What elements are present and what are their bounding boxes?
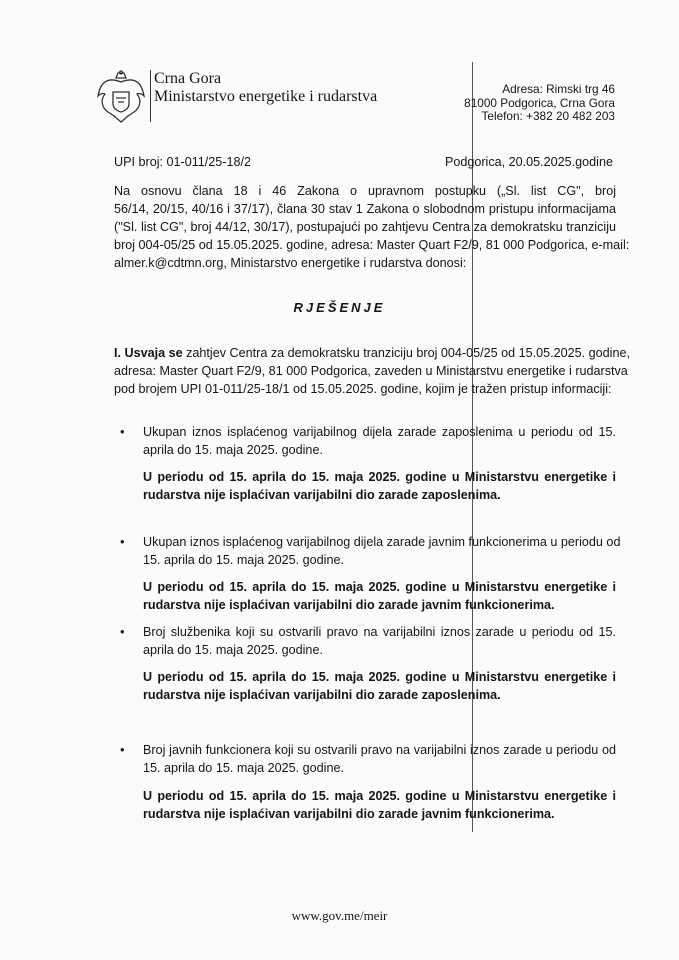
text-line: Ukupan iznos isplaćenog varijabilnog dijela zarade zaposlenima u periodu od 15.: [143, 425, 616, 439]
text-line: aprila do 15. maja 2025. godine.: [143, 443, 323, 457]
text-line: pod brojem UPI 01-011/25-18/1 od 15.05.2025. godine, kojim je tražen pristup informaciji:: [114, 382, 612, 396]
bullet-icon: •: [120, 424, 125, 439]
answer-item: [143, 787, 616, 823]
document-title: RJEŠENJE: [293, 300, 386, 315]
bullet-icon: •: [120, 742, 125, 757]
text-line: adresa: Master Quart F2/9, 81 000 Podgorica, zaveden u Ministarstvu energetike i rudarstva: [114, 364, 628, 378]
text-line: aprila do 15. maja 2025. godine.: [143, 643, 323, 657]
footer-website: www.gov.me/meir: [291, 908, 388, 923]
text-line: U periodu od 15. aprila do 15. maja 2025. godine u Ministarstvu energetike i: [143, 580, 616, 594]
decision-paragraph: [114, 344, 630, 398]
text-line: Broj javnih funkcionera koji su ostvarili pravo na varijabilni iznos zarade u periodu od: [143, 743, 616, 757]
place-date: Podgorica, 20.05.2025.godine: [444, 155, 613, 169]
answer-item: [143, 578, 616, 614]
text-line: Na osnovu člana 18 i 46 Zakona o upravnom postupku („Sl. list CG", broj: [114, 184, 616, 198]
answer-item: [143, 668, 616, 704]
question-item: [143, 741, 616, 777]
text-line: almer.k@cdtmn.org, Ministarstvo energetike i rudarstva donosi:: [114, 256, 467, 270]
intro-paragraph: [114, 182, 630, 272]
text-line: broj 004-05/25 od 15.05.2025. godine, adresa: Master Quart F2/9, 81 000 Podgorica, e-mail:: [114, 238, 630, 252]
header-divider: [150, 70, 151, 122]
phone-line: Telefon: +382 20 482 203: [481, 109, 615, 123]
coat-of-arms-logo: [96, 70, 146, 124]
text-line: U periodu od 15. aprila do 15. maja 2025. godine u Ministarstvu energetike i: [143, 789, 616, 803]
text-line: rudarstva nije isplaćivan varijabilni dio zarade zaposlenima.: [143, 688, 501, 702]
text-line: 15. aprila do 15. maja 2025. godine.: [143, 761, 344, 775]
bullet-icon: •: [120, 534, 125, 549]
ministry-name: Ministarstvo energetike i rudarstva: [154, 88, 378, 105]
answer-item: [143, 468, 616, 504]
text-line: rudarstva nije isplaćivan varijabilni dio zarade javnim funkcionerima.: [143, 598, 555, 612]
question-item: [143, 623, 616, 659]
text-line: ("Sl. list CG", broj 44/12, 30/17), postupajući po zahtjevu Centra za demokratsku tranziciju: [114, 220, 616, 234]
text-line: Broj službenika koji su ostvarili pravo na varijabilni iznos zarade u periodu od 15.: [143, 625, 616, 639]
question-item: [143, 423, 616, 459]
decision-lead: I. Usvaja se: [114, 346, 183, 360]
text-line: Ukupan iznos isplaćenog varijabilnog dijela zarade javnim funkcionerima u periodu od: [143, 535, 621, 549]
bullet-icon: •: [120, 624, 125, 639]
text-line: U periodu od 15. aprila do 15. maja 2025. godine u Ministarstvu energetike i: [143, 670, 616, 684]
text-line: 56/14, 20/15, 40/16 i 37/17), člana 30 stav 1 Zakona o slobodnom pristupu informacijama: [114, 202, 616, 216]
address-block: [464, 83, 615, 124]
text-line: U periodu od 15. aprila do 15. maja 2025. godine u Ministarstvu energetike i: [143, 470, 616, 484]
address-line: 81000 Podgorica, Crna Gora: [464, 95, 615, 110]
question-item: [143, 533, 621, 569]
address-line: Adresa: Rimski trg 46: [502, 82, 615, 96]
reference-number: UPI broj: 01-011/25-18/2: [114, 155, 251, 169]
country-name: Crna Gora: [154, 70, 222, 87]
text-line: 15. aprila do 15. maja 2025. godine.: [143, 553, 344, 567]
text-line: [114, 344, 630, 362]
text-span: zahtjev Centra za demokratsku tranziciju broj 004-05/25 od 15.05.2025. godine,: [182, 346, 630, 360]
text-line: rudarstva nije isplaćivan varijabilni dio zarade zaposlenima.: [143, 488, 501, 502]
text-line: rudarstva nije isplaćivan varijabilni dio zarade javnim funkcionerima.: [143, 807, 555, 821]
